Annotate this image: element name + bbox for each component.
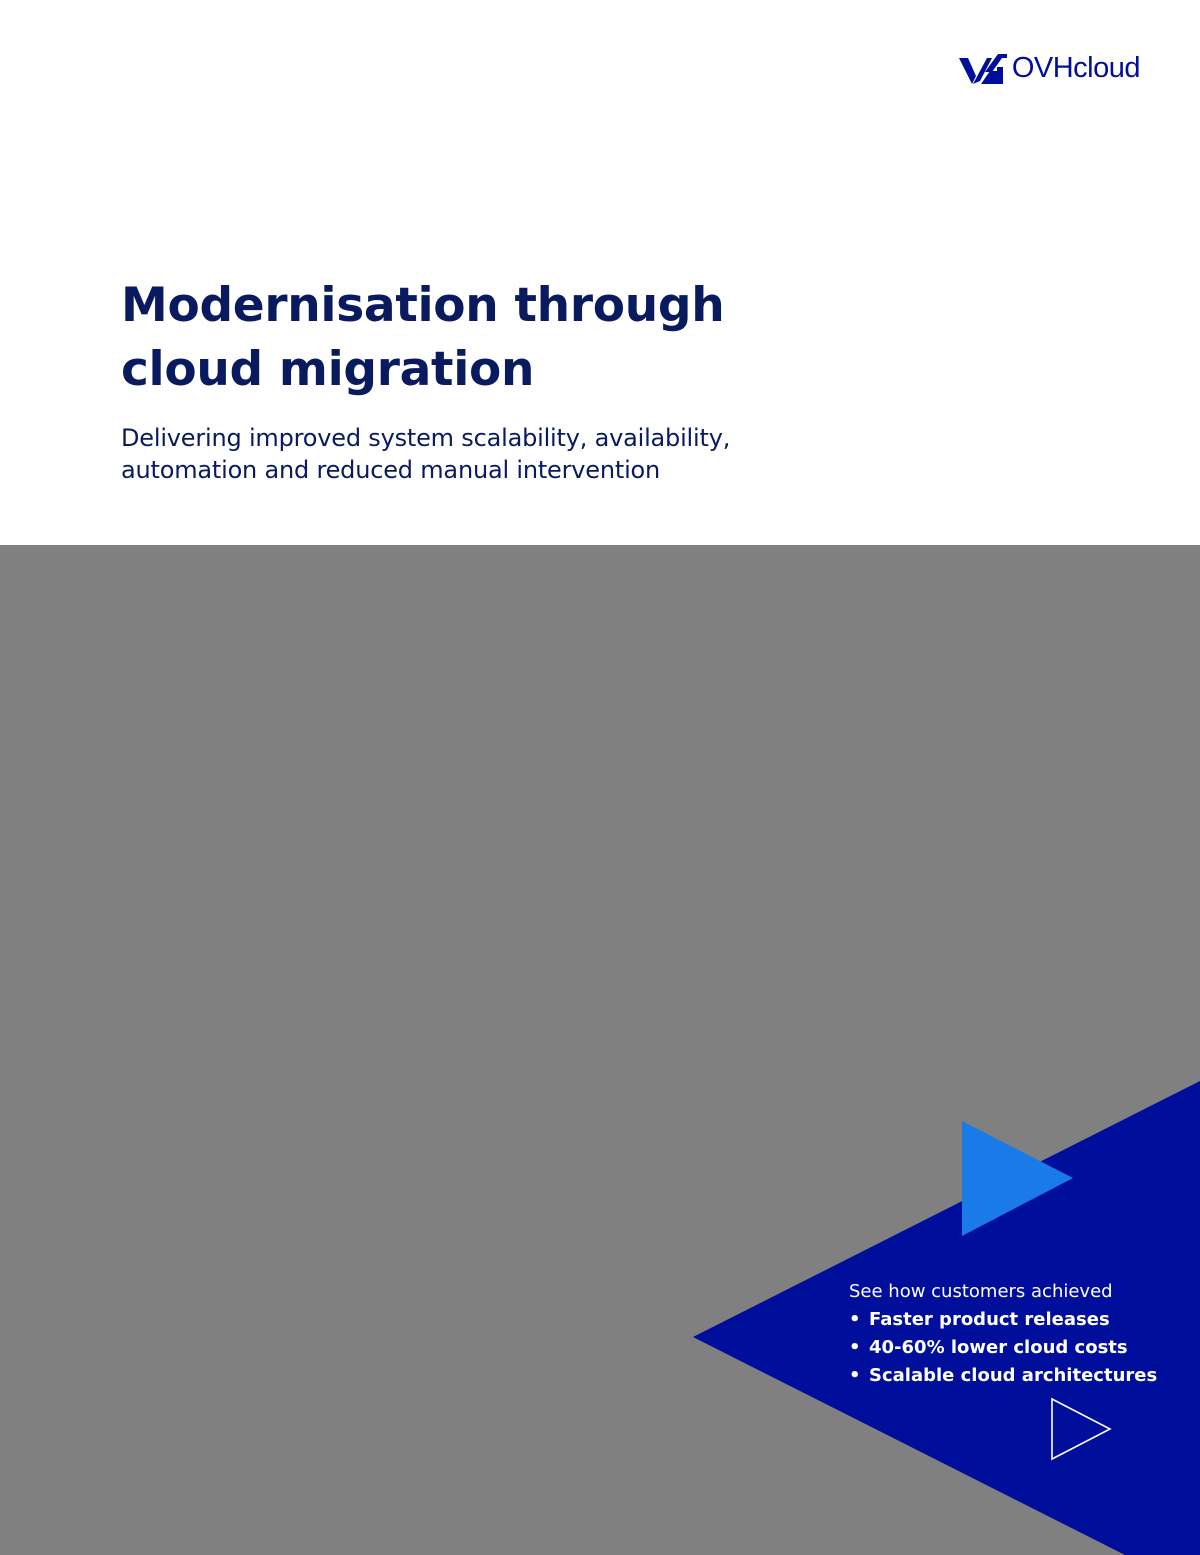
benefits-callout xyxy=(849,1278,1157,1390)
title-line-2: cloud migration xyxy=(121,342,535,397)
callout-intro: See how customers achieved xyxy=(849,1281,1113,1302)
subtitle-line-2: automation and reduced manual intervention xyxy=(121,456,661,484)
benefit-item: • Scalable cloud architectures xyxy=(849,1362,1157,1390)
benefit-item: • 40-60% lower cloud costs xyxy=(849,1334,1157,1362)
benefits-list xyxy=(849,1306,1157,1390)
brand-name: OVHcloud xyxy=(1011,52,1140,84)
title-line-1: Modernisation through xyxy=(121,278,725,333)
benefit-item: • Faster product releases xyxy=(849,1306,1157,1334)
subtitle-line-1: Delivering improved system scalability, availability, xyxy=(121,424,731,452)
